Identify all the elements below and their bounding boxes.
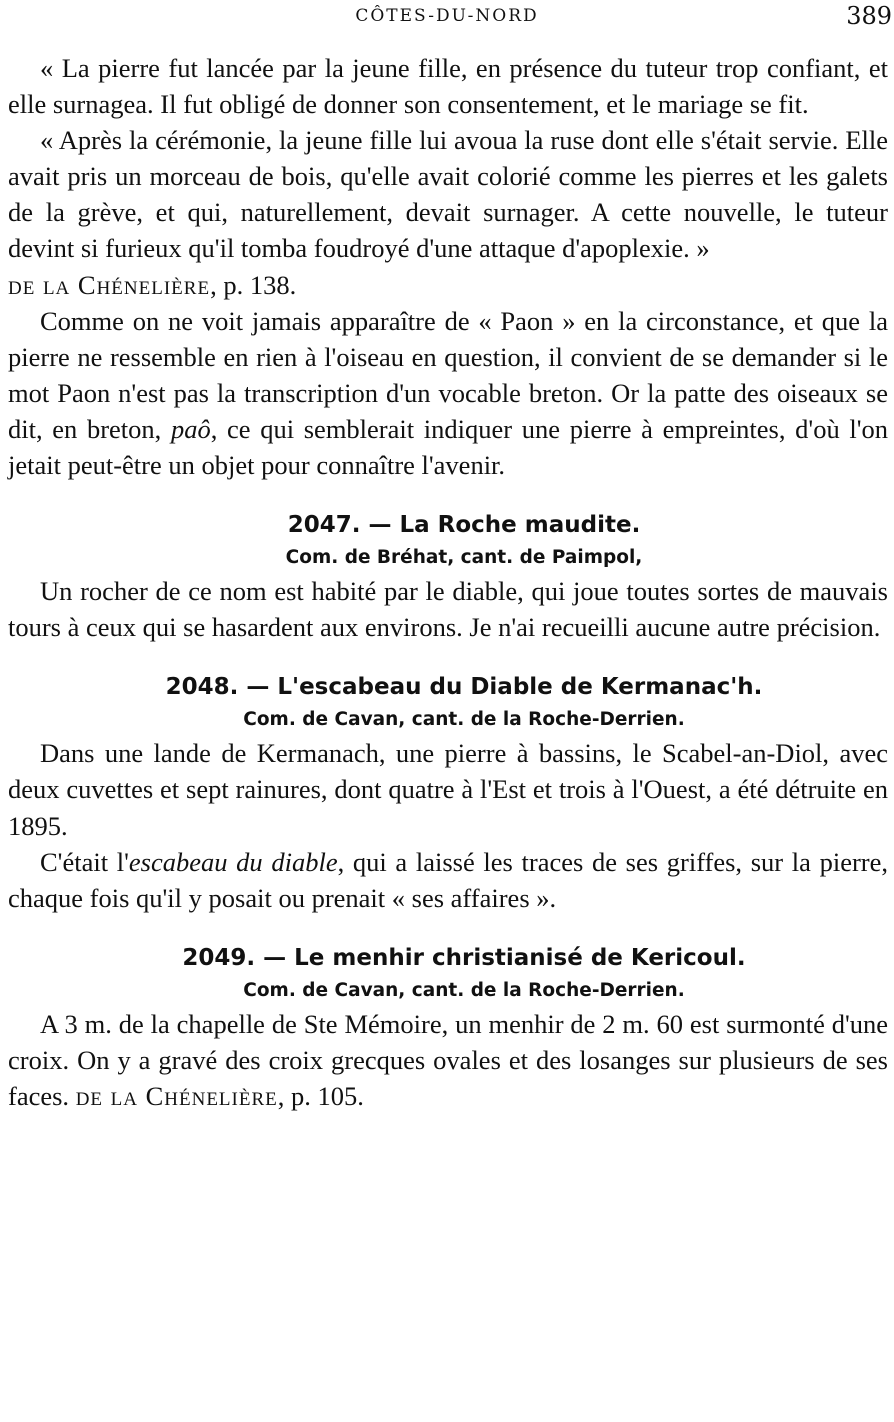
citation-author: de la Chénelière (8, 269, 211, 300)
section-title: 2048. — L'escabeau du Diable de Kermanac'h. (165, 674, 763, 701)
running-title: CÔTES-DU-NORD (355, 6, 539, 26)
commentary-paragraph (8, 303, 888, 483)
section-paragraph: Dans une lande de Kermanach, une pierre à bassins, le Scabel-an-Diol, avec deux cuvettes et sept rainures, dont quatre à l'Est et trois à l'Ouest, a été détruite en 1895. (8, 738, 888, 841)
section-title: 2047. — La Roche maudite. (287, 512, 641, 539)
section-title: 2049. — Le menhir christianisé de Kericoul. (182, 944, 746, 971)
quote-paragraph-2-text: « Après la cérémonie, la jeune fille lui avoua la ruse dont elle s'était servie. Elle avait pris un morceau de bois, qu'elle avait colorié comme les pierres et les galets de la grève, et qui, naturellement, devait surnager. A cette nouvelle, le tuteur devint si furieux qu'il tomba foudroyé d'une attaque d'apoplexie. » (8, 125, 888, 264)
section-text: , qui a laissé les traces de ses griffes, sur la pierre, chaque fois qu'il y posait ou prenait « ses affaires ». (8, 846, 889, 913)
section-subtitle: Com. de Cavan, cant. de la Roche-Derrien. (243, 709, 685, 731)
section-paragraph (8, 1006, 888, 1114)
commentary-text-2: , ce qui semblerait indiquer une pierre à empreintes, d'où l'on jetait peut-être un objet pour connaître l'avenir. (8, 413, 889, 481)
section-2047 (8, 507, 888, 645)
citation (8, 267, 888, 303)
citation-author: de la Chénelière (75, 1080, 278, 1111)
section-text: A 3 m. de la chapelle de Ste Mémoire, un menhir de 2 m. 60 est surmonté d'une croix. On y a gravé des croix grecques ovales et des losanges sur plusieurs de ses faces. (8, 1008, 888, 1111)
running-header (0, 2, 894, 32)
section-2048 (8, 669, 888, 915)
section-2049 (8, 940, 888, 1114)
section-paragraph: Un rocher de ce nom est habité par le diable, qui joue toutes sortes de mauvais tours à ceux qui se hasardent aux environs. Je n'ai recueilli aucune autre précision. (8, 576, 888, 643)
commentary-text-1: Comme on ne voit jamais apparaître de « Paon » en la circonstance, et que la pierre ne ressemble en rien à l'oiseau en question, il convient de se demander si le mot Paon n'est pas la transcription d'un vocable breton. Or la patte des oiseaux se dit, en breton, (8, 305, 888, 444)
body-text (8, 50, 888, 1114)
section-subtitle: Com. de Bréhat, cant. de Paimpol, (285, 547, 643, 569)
citation-page: , p. 138. (210, 269, 297, 300)
citation-page: , p. 105. (277, 1080, 364, 1111)
section-paragraph (8, 844, 888, 916)
page-number: 389 (846, 2, 892, 30)
quote-paragraph-2 (8, 122, 888, 266)
section-italic-term: escabeau du diable (128, 846, 338, 877)
section-subtitle: Com. de Cavan, cant. de la Roche-Derrien. (243, 979, 685, 1001)
section-text: C'était l' (40, 846, 129, 877)
commentary-italic-term: paô (170, 413, 211, 444)
quote-paragraph-1: « La pierre fut lancée par la jeune fille, en présence du tuteur trop confiant, et elle surnagea. Il fut obligé de donner son consentement, et le mariage se fit. (8, 53, 888, 120)
